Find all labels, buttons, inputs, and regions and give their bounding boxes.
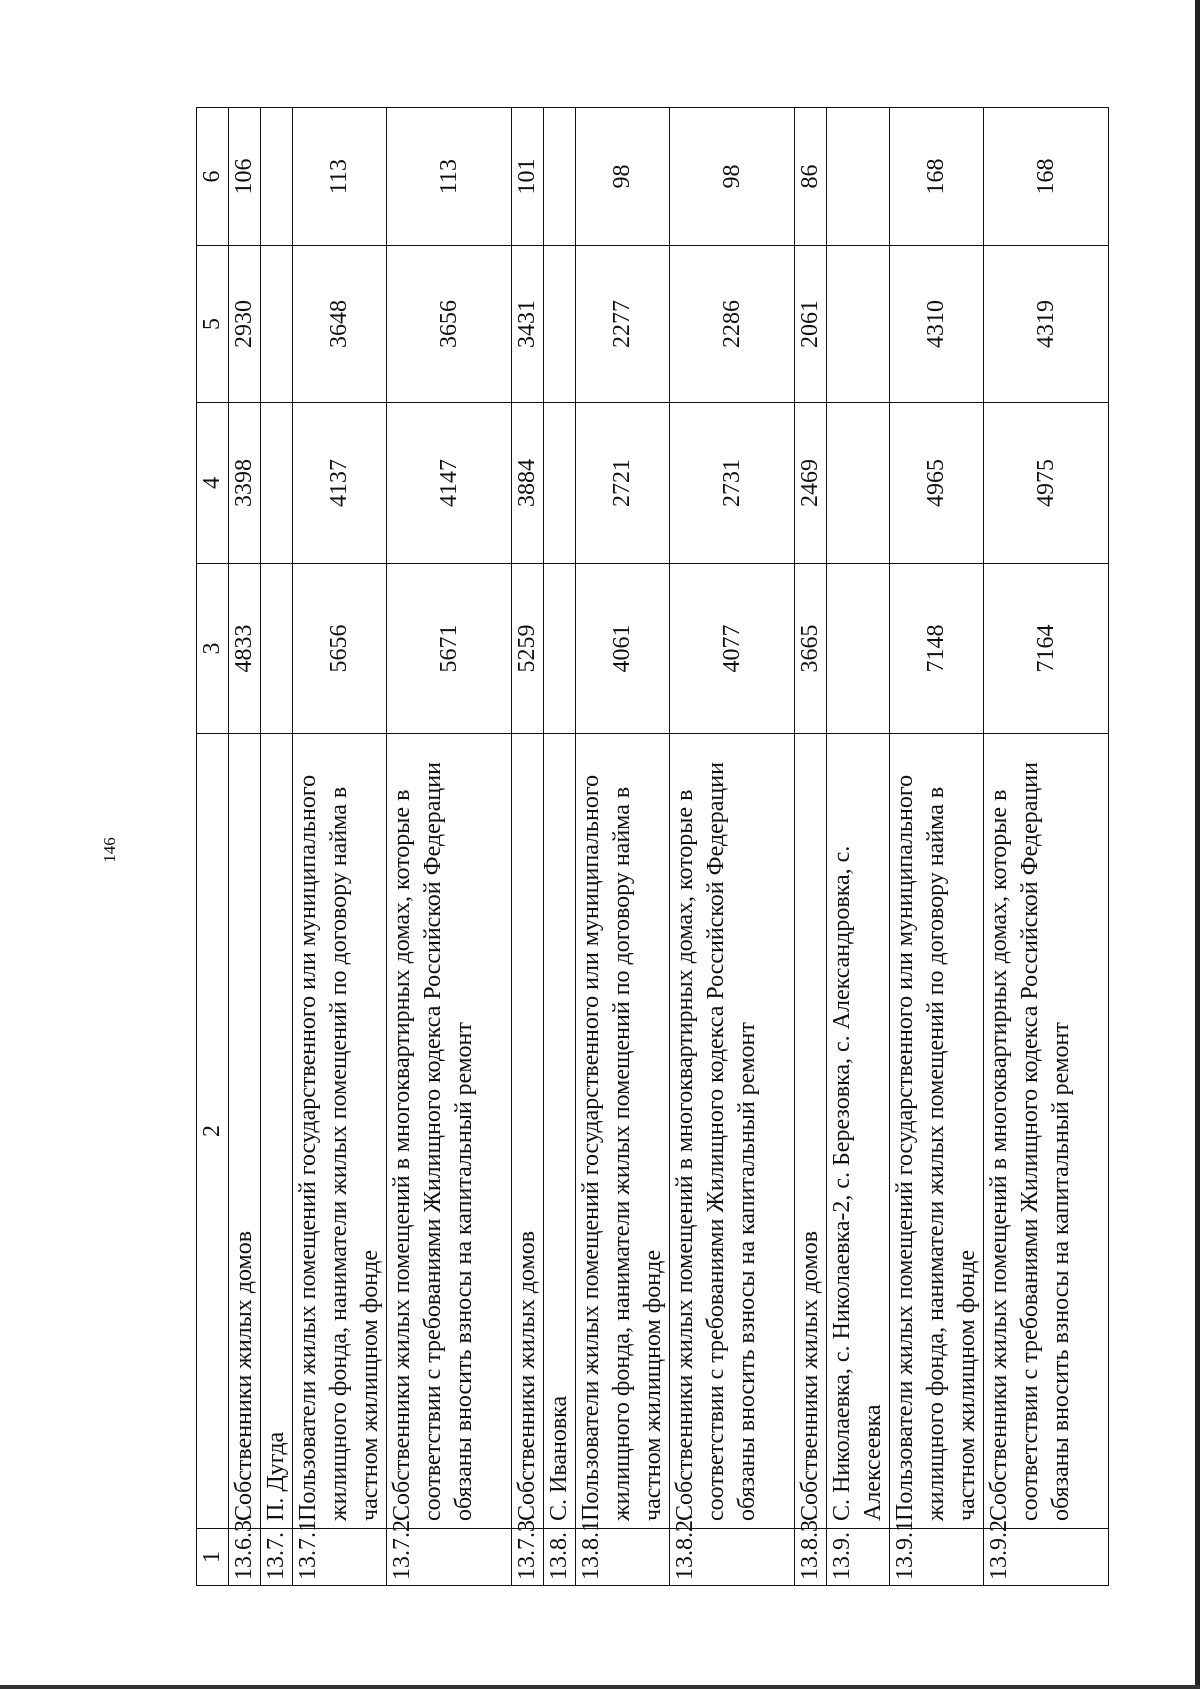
value-cell: 2721 bbox=[576, 403, 670, 564]
row-code: 13.8.3. bbox=[795, 1529, 827, 1586]
scan-edge-bottom bbox=[0, 1685, 1200, 1689]
value-cell: 4965 bbox=[890, 403, 984, 564]
value-cell bbox=[544, 246, 576, 403]
value-cell bbox=[261, 246, 293, 403]
value-cell: 4137 bbox=[293, 403, 387, 564]
value-cell: 7164 bbox=[984, 564, 1109, 734]
value-cell: 2061 bbox=[795, 246, 827, 403]
row-name: С. Ивановка bbox=[544, 734, 576, 1529]
value-cell: 4077 bbox=[670, 564, 795, 734]
row-code: 13.8.1. bbox=[576, 1529, 670, 1586]
value-cell: 2286 bbox=[670, 246, 795, 403]
value-cell: 3398 bbox=[229, 403, 261, 564]
value-cell bbox=[544, 108, 576, 246]
row-name: Собственники жилых помещений в многоквартирных домах, которые в соответствии с требованиями Жилищного кодекса Российской Федерации обязаны вносить взносы на капитальный ремонт bbox=[984, 734, 1109, 1529]
value-cell bbox=[827, 564, 890, 734]
value-cell bbox=[827, 246, 890, 403]
row-code: 13.9. bbox=[827, 1529, 890, 1586]
row-name: П. Дугда bbox=[261, 734, 293, 1529]
row-code: 13.9.1. bbox=[890, 1529, 984, 1586]
header-cell: 6 bbox=[197, 108, 229, 246]
value-cell: 3884 bbox=[512, 403, 544, 564]
row-name: С. Николаевка, с. Николаевка-2, с. Березовка, с. Александровка, с. Алексеевка bbox=[827, 734, 890, 1529]
value-cell: 3656 bbox=[387, 246, 512, 403]
header-cell: 1 bbox=[197, 1529, 229, 1586]
table-row bbox=[261, 108, 293, 1586]
value-cell: 5656 bbox=[293, 564, 387, 734]
value-cell: 86 bbox=[795, 108, 827, 246]
row-name: Пользователи жилых помещений государственного или муниципального жилищного фонда, наниматели жилых помещений по договору найма в частном жилищном фонде bbox=[576, 734, 670, 1529]
table-row bbox=[984, 108, 1109, 1586]
value-cell: 4310 bbox=[890, 246, 984, 403]
rotated-table-wrapper bbox=[196, 108, 1072, 1586]
row-code: 13.7. bbox=[261, 1529, 293, 1586]
value-cell: 4319 bbox=[984, 246, 1109, 403]
value-cell: 2277 bbox=[576, 246, 670, 403]
tariff-table bbox=[196, 107, 1109, 1586]
table-row bbox=[544, 108, 576, 1586]
value-cell bbox=[827, 108, 890, 246]
value-cell: 113 bbox=[387, 108, 512, 246]
row-code: 13.8.2. bbox=[670, 1529, 795, 1586]
value-cell: 4147 bbox=[387, 403, 512, 564]
table-row bbox=[387, 108, 512, 1586]
value-cell: 168 bbox=[890, 108, 984, 246]
table-row bbox=[670, 108, 795, 1586]
value-cell bbox=[544, 564, 576, 734]
value-cell bbox=[827, 403, 890, 564]
value-cell: 106 bbox=[229, 108, 261, 246]
row-code: 13.8. bbox=[544, 1529, 576, 1586]
value-cell: 168 bbox=[984, 108, 1109, 246]
row-name: Собственники жилых помещений в многоквартирных домах, которые в соответствии с требованиями Жилищного кодекса Российской Федерации обязаны вносить взносы на капитальный ремонт bbox=[670, 734, 795, 1529]
value-cell bbox=[261, 564, 293, 734]
table-row bbox=[890, 108, 984, 1586]
row-name: Собственники жилых домов bbox=[512, 734, 544, 1529]
header-cell: 2 bbox=[197, 734, 229, 1529]
row-name: Пользователи жилых помещений государственного или муниципального жилищного фонда, наниматели жилых помещений по договору найма в частном жилищном фонде bbox=[293, 734, 387, 1529]
value-cell: 2469 bbox=[795, 403, 827, 564]
value-cell bbox=[261, 403, 293, 564]
value-cell: 5259 bbox=[512, 564, 544, 734]
row-code: 13.6.3. bbox=[229, 1529, 261, 1586]
page-number-text: 146 bbox=[100, 837, 119, 863]
value-cell: 4833 bbox=[229, 564, 261, 734]
value-cell: 3648 bbox=[293, 246, 387, 403]
value-cell: 4975 bbox=[984, 403, 1109, 564]
value-cell: 4061 bbox=[576, 564, 670, 734]
value-cell: 3665 bbox=[795, 564, 827, 734]
value-cell bbox=[261, 108, 293, 246]
header-cell: 3 bbox=[197, 564, 229, 734]
row-name: Собственники жилых домов bbox=[229, 734, 261, 1529]
table-row bbox=[795, 108, 827, 1586]
row-code: 13.7.2. bbox=[387, 1529, 512, 1586]
value-cell: 3431 bbox=[512, 246, 544, 403]
value-cell: 98 bbox=[670, 108, 795, 246]
value-cell: 98 bbox=[576, 108, 670, 246]
table-row bbox=[229, 108, 261, 1586]
table-row bbox=[512, 108, 544, 1586]
value-cell: 5671 bbox=[387, 564, 512, 734]
header-cell: 4 bbox=[197, 403, 229, 564]
row-name: Пользователи жилых помещений государственного или муниципального жилищного фонда, наниматели жилых помещений по договору найма в частном жилищном фонде bbox=[890, 734, 984, 1529]
header-row bbox=[197, 108, 229, 1586]
value-cell: 7148 bbox=[890, 564, 984, 734]
table-row bbox=[293, 108, 387, 1586]
value-cell bbox=[544, 403, 576, 564]
value-cell: 2930 bbox=[229, 246, 261, 403]
value-cell: 101 bbox=[512, 108, 544, 246]
value-cell: 2731 bbox=[670, 403, 795, 564]
row-name: Собственники жилых помещений в многоквартирных домах, которые в соответствии с требованиями Жилищного кодекса Российской Федерации обязаны вносить взносы на капитальный ремонт bbox=[387, 734, 512, 1529]
row-code: 13.7.3. bbox=[512, 1529, 544, 1586]
value-cell: 113 bbox=[293, 108, 387, 246]
row-code: 13.9.2. bbox=[984, 1529, 1109, 1586]
row-name: Собственники жилых домов bbox=[795, 734, 827, 1529]
scan-edge-right bbox=[1195, 0, 1200, 1689]
header-cell: 5 bbox=[197, 246, 229, 403]
row-code: 13.7.1. bbox=[293, 1529, 387, 1586]
table-row bbox=[827, 108, 890, 1586]
table-row bbox=[576, 108, 670, 1586]
